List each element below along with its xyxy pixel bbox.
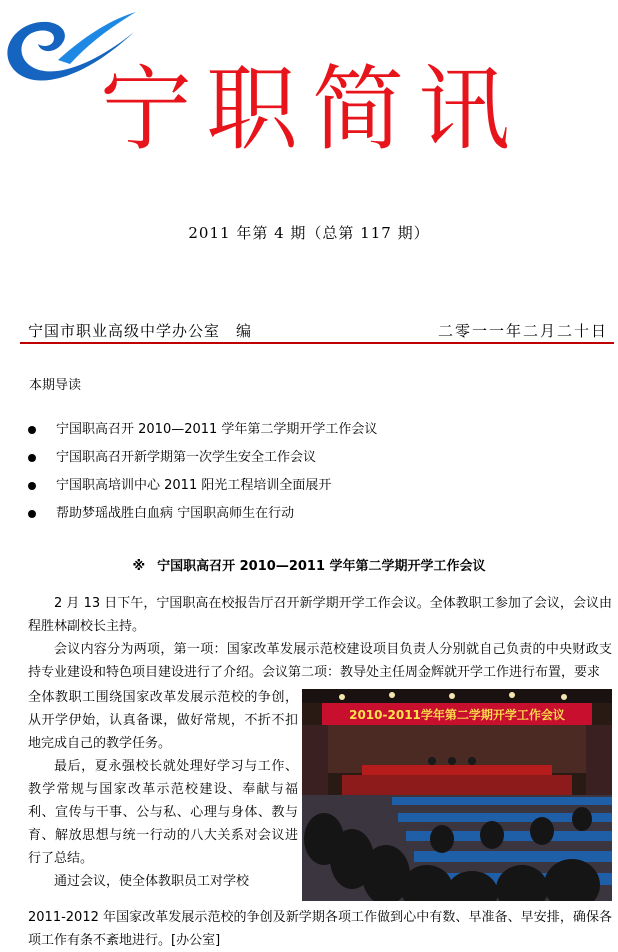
toc-item[interactable]: 帮助梦瑶战胜白血病 宁国职高师生在行动 [28,504,608,532]
article-paragraph-4-start: 通过会议，使全体教职员工对学校 [54,874,250,889]
issue-number: 2011 年第 4 期（总第 117 期） [188,224,430,242]
article-paragraph-1: 2 月 13 日下午，宁国职高在校报告厅召开新学期开学工作会议。全体教职工参加了会议，会议由程胜林副校长主持。 [28,596,612,634]
publication-date: 二零一一年二月二十日 [437,322,608,340]
article-paragraph-2: 会议内容分为两项，第一项：国家改革发展示范校建设项目负责人分别就自己负责的中央财政支持专业建设和特色项目建设进行了介绍。会议第二项：教导处主任周金辉就开学工作进行布置，要求 [28,642,612,680]
table-of-contents [28,420,608,532]
toc-item[interactable]: 宁国职高召开新学期第一次学生安全工作会议 [28,448,608,476]
editor-organization: 宁国市职业高级中学办公室 编 [28,322,253,340]
toc-item[interactable]: 宁国职高召开 2010—2011 学年第二学期开学工作会议 [28,420,608,448]
bullet-icon [28,426,36,434]
masthead-title: 宁职简讯 [100,56,525,163]
bullet-icon [28,510,36,518]
article-title: ※ 宁国职高召开 2010—2011 学年第二学期开学工作会议 [132,559,486,574]
toc-item[interactable]: 宁国职高培训中心 2011 阳光工程培训全面展开 [28,476,608,504]
stage-banner: 2010-2011学年第二学期开学工作会议 [349,708,565,722]
article-paragraph-4-continued: 2011-2012 年国家改革发展示范校的争创及新学期各项工作做到心中有数、早准备、早安排，确保各项工作有条不紊地进行。[办公室] [28,910,612,948]
article-tail [28,906,612,952]
publication-meta [22,320,612,342]
meeting-photo [302,689,612,901]
reference-mark-icon: ※ [132,559,146,574]
bullet-icon [28,482,36,490]
article-paragraph-3: 最后，夏永强校长就处理好学习与工作、教学常规与国家改革示范校建设、奉献与福利、宣传与干事、公与私、心理与身体、教与育、解放思想与统一行动的八大关系对会议进行了总结。 [28,759,298,866]
article-wrapped-text [28,686,298,893]
article-paragraph-2-continued: 全体教职工围绕国家改革发展示范校的争创，从开学伊始，认真备课，做好常规，不折不扣地完成自己的教学任务。 [28,690,298,751]
toc-heading: 本期导读 [29,378,82,393]
header-divider [20,342,614,344]
bullet-icon [28,454,36,462]
